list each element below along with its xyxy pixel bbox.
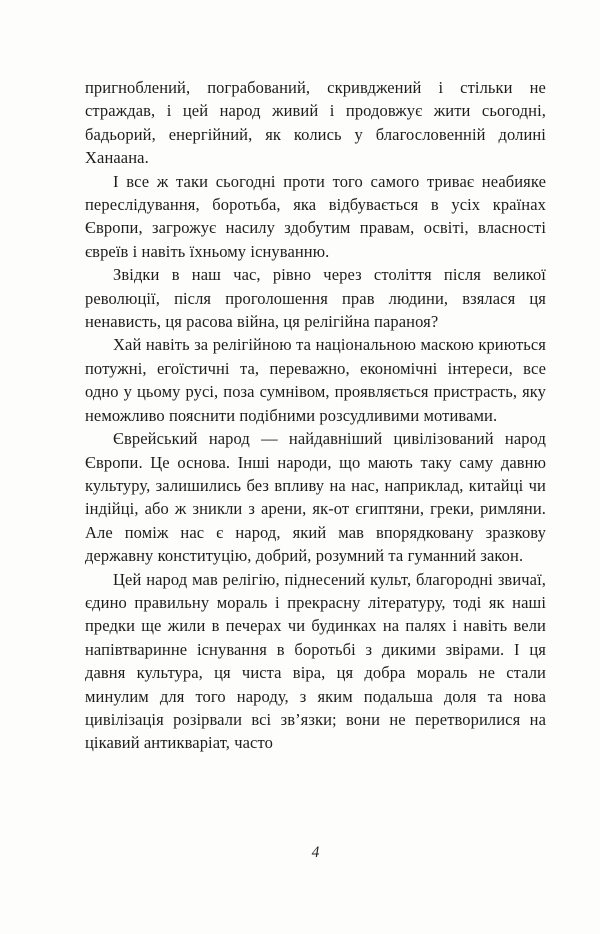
paragraph: Цей народ мав релігію, піднесений культ, благородні звичаї, єдино правильну мораль і прекрасну літературу, тоді як наші предки ще жили в печерах чи будинках на палях і навіть вели напівтваринне існування в боротьбі з дикими звірами. І ця давня культура, ця чиста віра, ця добра мораль не стали минулим для того народу, з яким подальша доля та нова цивілізація розірвали всі зв’язки; вони не перетворилися на цікавий антикваріат, часто [85,569,546,753]
page-number: 4 [311,844,320,861]
page-text [85,76,546,755]
paragraph: Звідки в наш час, рівно через століття після великої революції, після проголошення прав людини, взялася ця ненависть, ця расова війна, ця релігійна параноя? [85,265,546,332]
paragraph: пригноблений, пограбований, скривджений і стільки не страждав, і цей народ живий і продовжує жити сьогодні, бадьорий, енергійний, як колись у благословенній долині Ханаана. [85,78,546,168]
paragraph: Єврейський народ — найдавніший цивілізований народ Європи. Це основа. Інші народи, що мають таку саму давню культуру, залишились без впливу на нас, наприклад, китайці чи індійці, або ж зникли з арени, як-от єгиптяни, греки, римляни. Але поміж нас є народ, який мав впорядковану зразкову державну конституцію, добрий, розумний та гуманний закон. [85,429,546,566]
paragraph: І все ж таки сьогодні проти того самого триває неабияке переслідування, боротьба, яка відбувається в усіх країнах Європи, загрожує насилу здобутим правам, освіті, власності євреїв і навіть їхньому існуванню. [85,171,546,261]
paragraph: Хай навіть за релігійною та національною маскою криються потужні, егоїстичні та, переважно, економічні інтереси, все одно у цьому русі, поза сумнівом, проявляється пристрасть, яку неможливо пояснити подібними розсудливими мотивами. [85,335,546,425]
